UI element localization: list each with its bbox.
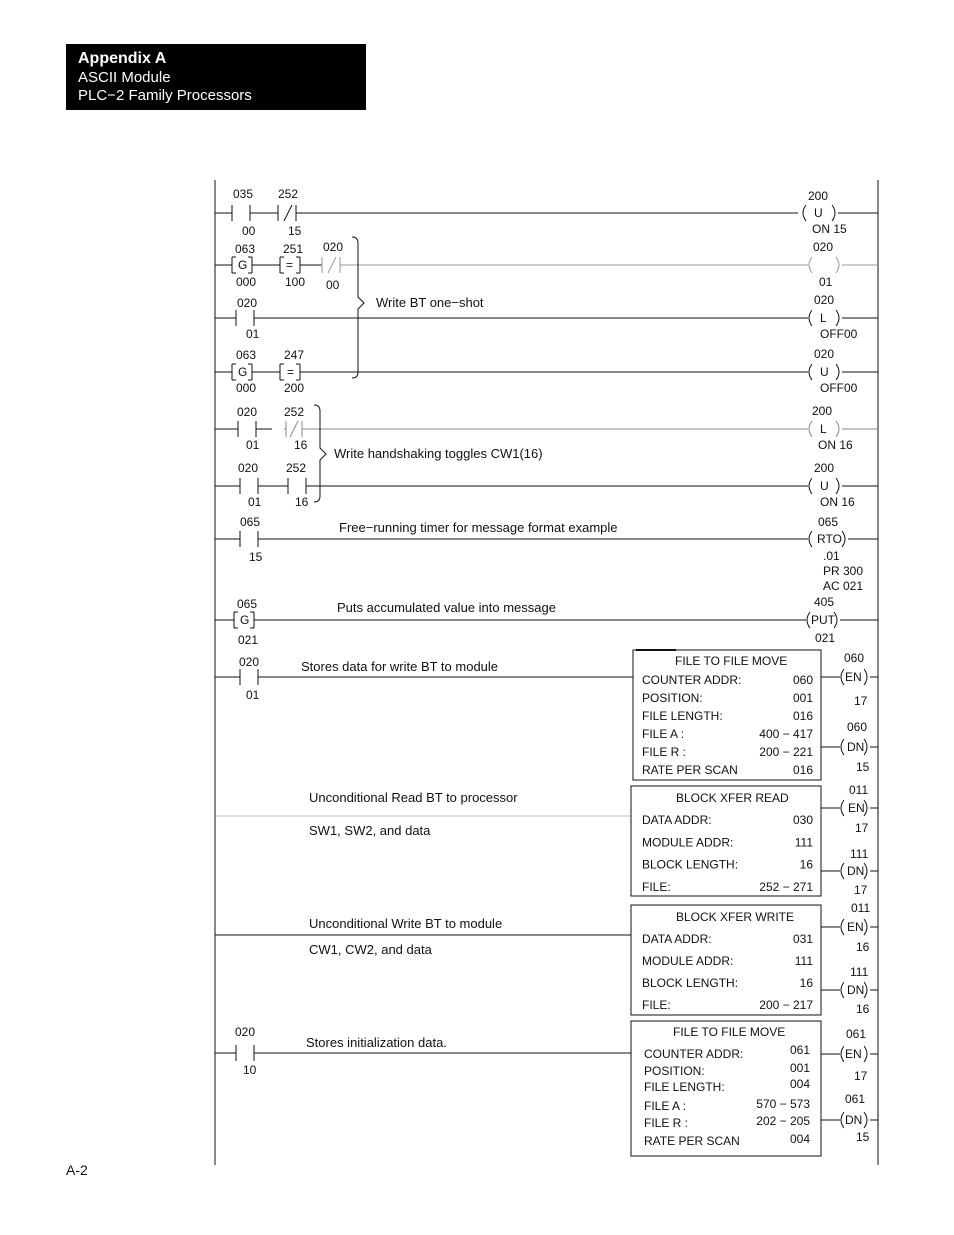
dn-symbol: DN — [845, 1113, 863, 1127]
box-row-label: COUNTER ADDR: — [644, 1047, 744, 1061]
contact-symbol: = — [286, 258, 294, 272]
put-symbol: PUT — [811, 613, 835, 627]
en-bit: 17 — [854, 694, 868, 708]
contact-bit: 16 — [295, 495, 309, 509]
contact-address: 252 — [278, 187, 299, 201]
coil-bit: ON 16 — [820, 495, 855, 509]
rung-comment: SW1, SW2, and data — [309, 823, 431, 838]
box-row-label: MODULE ADDR: — [642, 835, 734, 850]
contact-address: 063 — [236, 348, 257, 362]
contact-address: 063 — [235, 242, 256, 256]
box-row-label: BLOCK LENGTH: — [642, 976, 739, 990]
box-title: FILE TO FILE MOVE — [675, 654, 788, 668]
en-symbol: EN — [845, 1047, 862, 1061]
put-address: 405 — [814, 595, 835, 609]
en-bit: 16 — [856, 940, 870, 954]
put-value: 021 — [815, 631, 836, 645]
contact-bit: 01 — [246, 688, 260, 702]
coil-address: 200 — [808, 189, 829, 203]
rung-12 — [215, 1021, 878, 1156]
brace-handshake — [314, 405, 326, 502]
rung-4 — [215, 347, 878, 395]
contact-bit: 00 — [326, 278, 340, 292]
contact-bit: 01 — [246, 438, 260, 452]
box-row-value: 030 — [792, 813, 813, 827]
box-row-value: 016 — [792, 709, 813, 723]
en-symbol: EN — [845, 670, 862, 684]
contact-bit: 01 — [246, 327, 260, 341]
rung-comment: Stores data for write BT to module — [301, 659, 499, 674]
contact-bit: 00 — [242, 224, 256, 238]
contact-address: 247 — [284, 348, 305, 362]
box-row-value: 004 — [789, 1132, 810, 1146]
get-value: 021 — [238, 633, 259, 647]
box-row-value: 252 − 271 — [759, 879, 813, 894]
rung-comment: CW1, CW2, and data — [309, 942, 432, 957]
contact-bit: 15 — [249, 550, 263, 564]
dn-address: 111 — [850, 847, 869, 861]
box-title: BLOCK XFER WRITE — [676, 910, 795, 924]
en-bit: 17 — [855, 821, 869, 835]
timer-accumulated: AC 021 — [823, 579, 864, 593]
box-row-value: 202 − 205 — [756, 1114, 810, 1128]
get-symbol: G — [240, 613, 250, 627]
rung-comment: Write handshaking toggles CW1(16) — [334, 446, 543, 461]
dn-address: 061 — [845, 1092, 866, 1106]
contact-address: 020 — [237, 405, 258, 419]
en-address: 011 — [849, 783, 869, 797]
box-row-label: FILE: — [642, 998, 671, 1012]
coil-symbol: U — [820, 479, 829, 493]
box-row-label: DATA ADDR: — [642, 813, 712, 827]
en-address: 061 — [846, 1027, 867, 1041]
dn-symbol: DN — [847, 740, 865, 754]
box-row-label: FILE LENGTH: — [642, 709, 723, 723]
box-row-label: DATA ADDR: — [642, 932, 712, 946]
box-row-label: FILE R : — [642, 745, 687, 759]
contact-address: 035 — [233, 187, 254, 201]
contact-address: 020 — [238, 461, 259, 475]
timer-base: .01 — [823, 549, 840, 563]
contact-bit: 10 — [243, 1063, 257, 1077]
contact-address: 020 — [239, 655, 260, 669]
contact-symbol: G — [238, 258, 248, 272]
box-row-label: FILE R : — [644, 1116, 689, 1130]
rung-5 — [215, 404, 878, 452]
header-appendix-title: Appendix A — [78, 50, 167, 67]
box-row-label: POSITION: — [644, 1064, 705, 1078]
rung-7 — [215, 515, 878, 593]
rung-8 — [215, 595, 878, 647]
coil-symbol: U — [814, 206, 823, 220]
dn-bit: 15 — [856, 760, 870, 774]
contact-symbol: = — [287, 365, 295, 379]
rung-comment: Unconditional Read BT to processor — [309, 790, 518, 805]
contact-address: 020 — [237, 296, 258, 310]
rung-comment: Unconditional Write BT to module — [309, 916, 503, 931]
box-row-label: FILE: — [642, 879, 671, 894]
box-row-value: 570 − 573 — [756, 1097, 810, 1111]
rung-3 — [215, 293, 878, 341]
timer-symbol: RTO — [817, 532, 842, 546]
contact-symbol: G — [238, 365, 248, 379]
coil-bit: OFF00 — [820, 381, 858, 395]
box-row-label: FILE A : — [642, 727, 685, 741]
rung-comment: Write BT one−shot — [376, 295, 484, 310]
timer-address: 065 — [818, 515, 839, 529]
coil-symbol: U — [820, 365, 829, 379]
rung-9 — [215, 650, 878, 780]
box-title: FILE TO FILE MOVE — [673, 1025, 786, 1039]
contact-address: 252 — [286, 461, 307, 475]
box-row-value: 001 — [792, 691, 813, 705]
box-row-label: BLOCK LENGTH: — [642, 857, 739, 872]
get-address: 065 — [237, 597, 258, 611]
dn-address: 060 — [847, 720, 868, 734]
box-row-value: 400 − 417 — [759, 727, 813, 741]
box-row-value: 111 — [794, 954, 813, 968]
coil-bit: ON 15 — [812, 222, 847, 236]
box-row-value: 111 — [794, 835, 813, 850]
coil-bit: ON 16 — [818, 438, 853, 452]
coil-address: 020 — [814, 347, 835, 361]
dn-bit: 15 — [856, 1130, 870, 1144]
contact-bit: 01 — [248, 495, 262, 509]
en-address: 060 — [844, 651, 865, 665]
box-row-value: 001 — [789, 1061, 810, 1075]
contact-value: 100 — [285, 275, 306, 289]
brace-write-bt — [352, 237, 364, 378]
box-row-value: 016 — [792, 763, 813, 777]
header-processor-title: PLC−2 Family Processors — [78, 87, 252, 104]
contact-bit: 15 — [288, 224, 302, 238]
dn-symbol: DN — [847, 983, 865, 997]
coil-address: 020 — [814, 293, 835, 307]
dn-symbol: DN — [847, 864, 865, 878]
coil-symbol: L — [820, 422, 827, 436]
coil-address: 200 — [814, 461, 835, 475]
rung-comment: Stores initialization data. — [306, 1035, 447, 1050]
box-row-value: 16 — [799, 857, 813, 872]
box-row-label: FILE LENGTH: — [644, 1080, 725, 1094]
box-title: BLOCK XFER READ — [676, 791, 789, 805]
rung-comment: Puts accumulated value into message — [337, 600, 556, 615]
box-row-value: 200 − 217 — [759, 998, 813, 1012]
box-row-label: RATE PER SCAN — [642, 763, 738, 777]
en-bit: 17 — [854, 1069, 868, 1083]
box-row-label: POSITION: — [642, 691, 703, 705]
contact-value: 000 — [236, 275, 257, 289]
rung-1 — [215, 187, 878, 238]
coil-bit: OFF00 — [820, 327, 858, 341]
dn-address: 111 — [850, 965, 869, 979]
contact-value: 200 — [284, 381, 305, 395]
contact-address: 251 — [283, 242, 304, 256]
contact-address: 020 — [323, 240, 344, 254]
header-module-title: ASCII Module — [78, 69, 171, 86]
box-row-label: COUNTER ADDR: — [642, 673, 742, 687]
dn-bit: 17 — [854, 883, 868, 897]
en-symbol: EN — [848, 801, 865, 815]
en-address: 011 — [851, 901, 871, 915]
box-row-label: FILE A : — [644, 1099, 687, 1113]
en-symbol: EN — [847, 920, 864, 934]
contact-address: 020 — [235, 1025, 256, 1039]
rung-6 — [215, 446, 878, 509]
contact-address: 065 — [240, 515, 261, 529]
box-row-value: 16 — [799, 976, 813, 990]
box-row-value: 031 — [792, 932, 813, 946]
box-row-value: 004 — [789, 1077, 810, 1091]
coil-address: 200 — [812, 404, 833, 418]
rung-2 — [215, 240, 878, 292]
contact-address: 252 — [284, 405, 305, 419]
box-row-label: RATE PER SCAN — [644, 1134, 740, 1148]
contact-value: 000 — [236, 381, 257, 395]
coil-bit: 01 — [819, 275, 833, 289]
box-row-value: 200 − 221 — [759, 745, 813, 759]
coil-symbol: L — [820, 311, 827, 325]
box-row-value: 061 — [789, 1043, 810, 1057]
coil-address: 020 — [813, 240, 834, 254]
page-number: A-2 — [66, 1162, 88, 1178]
box-row-label: MODULE ADDR: — [642, 954, 734, 968]
box-row-value: 060 — [792, 673, 813, 687]
timer-preset: PR 300 — [823, 564, 864, 578]
rung-comment: Free−running timer for message format example — [339, 520, 618, 535]
contact-bit: 16 — [294, 438, 308, 452]
dn-bit: 16 — [856, 1002, 870, 1016]
